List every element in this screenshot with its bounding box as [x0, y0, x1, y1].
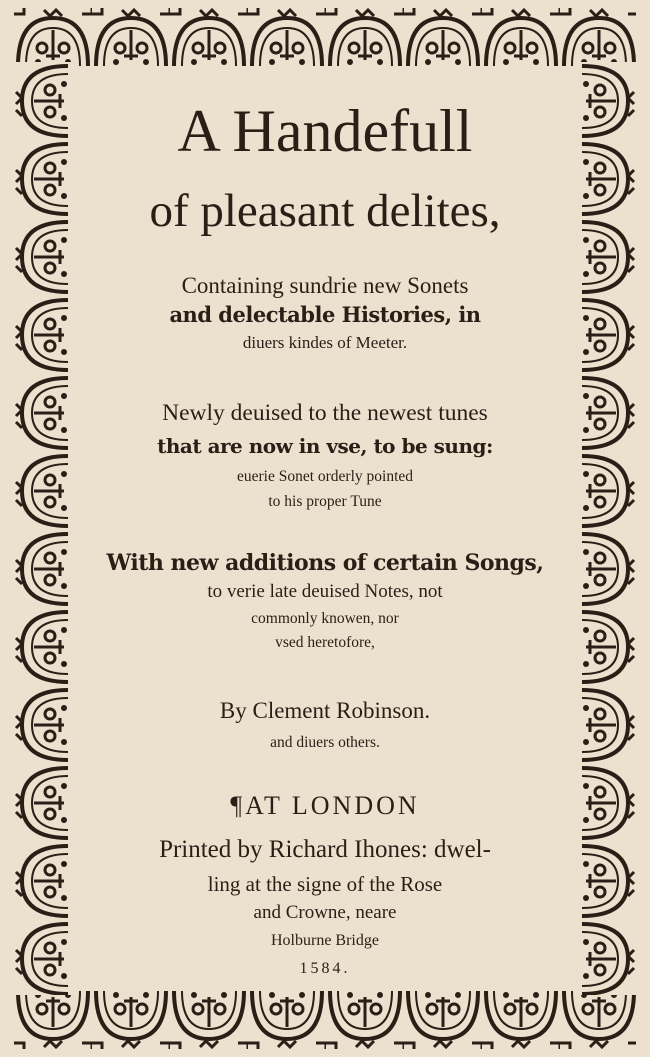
newly-line-2-blackletter: that are now in vse, to be sung: [157, 434, 493, 458]
imprint-printer: Printed by Richard Ihones: dwel- [159, 836, 491, 863]
subtitle-line-1: Containing sundrie new Sonets [181, 273, 469, 298]
title-page-content [72, 72, 578, 985]
imprint-address-2: and Crowne, neare [253, 902, 397, 923]
title-line-1: A Handefull [177, 98, 473, 164]
scrollwork-ornament-icon [14, 8, 636, 70]
ornamental-border-bottom [14, 987, 636, 1049]
subtitle-line-3: diuers kindes of Meeter. [242, 333, 408, 352]
imprint-address-3: Holburne Bridge [271, 932, 379, 949]
subtitle-line-2-blackletter: and delectable Histories, in [169, 302, 481, 327]
author-line: By Clement Robinson. [219, 698, 431, 723]
additions-line-1-blackletter: With new additions of certain Songs, [106, 550, 544, 576]
imprint-place: ¶AT LONDON [230, 791, 420, 820]
newly-line-4: to his proper Tune [268, 493, 382, 510]
title-line-2: of pleasant delites, [149, 185, 501, 237]
author-others-line: and diuers others. [270, 734, 380, 751]
scrollwork-ornament-icon [14, 987, 636, 1049]
additions-line-2: to verie late deuised Notes, not [207, 581, 443, 602]
additions-line-4: vsed heretofore, [275, 634, 375, 651]
imprint-address-1: ling at the signe of the Rose [207, 872, 443, 896]
additions-line-3: commonly knowen, nor [251, 610, 399, 627]
newly-line-3: euerie Sonet orderly pointed [236, 468, 414, 485]
imprint-year: 1584. [299, 960, 351, 977]
newly-line-1: Newly deuised to the newest tunes [162, 400, 488, 426]
ornamental-border-top [14, 8, 636, 70]
